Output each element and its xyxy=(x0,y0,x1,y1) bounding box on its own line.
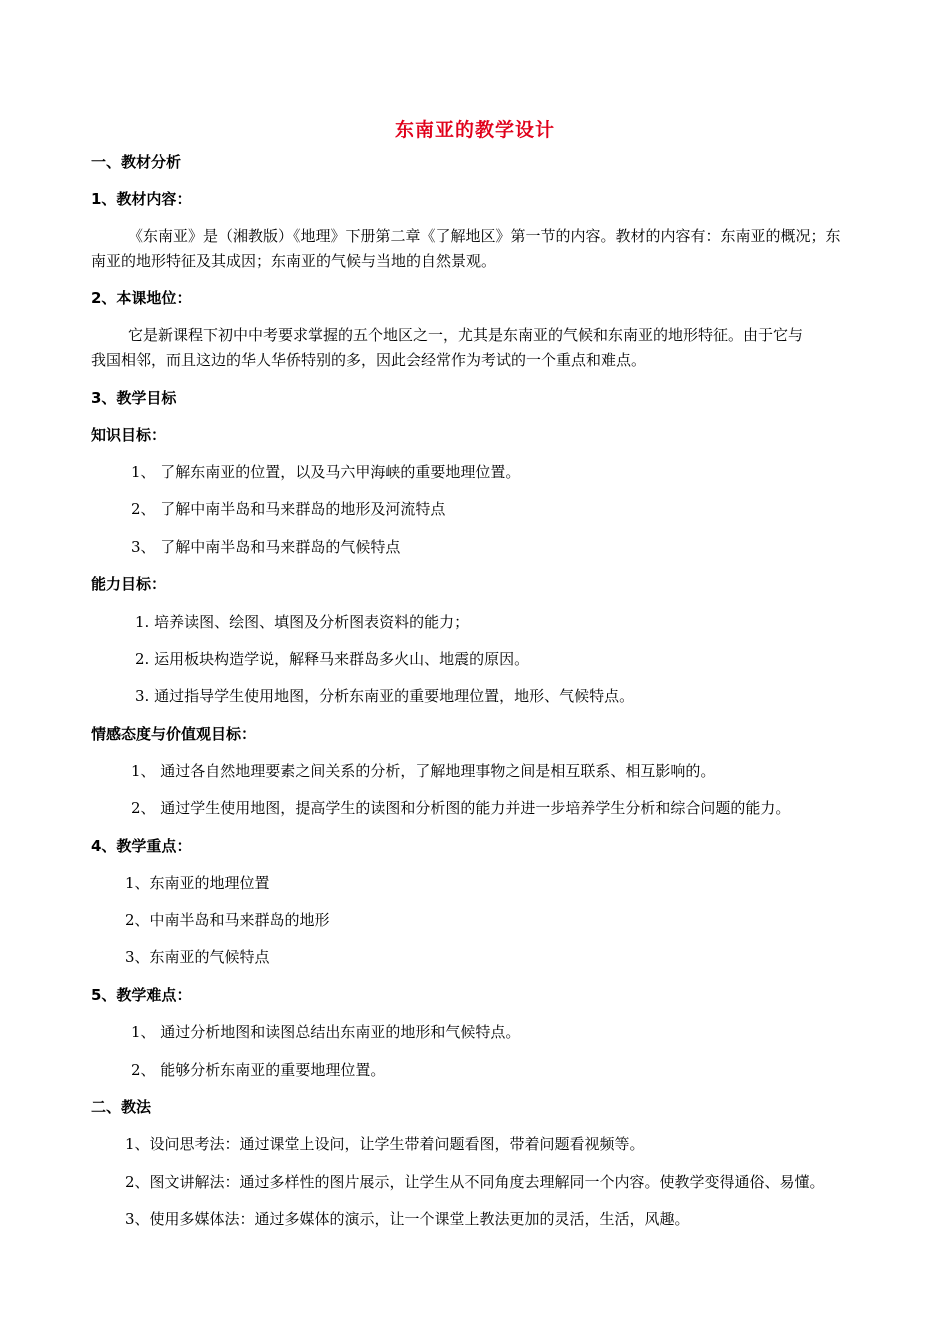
paragraph-line: 《东南亚》是（湘教版）《地理》下册第二章《了解地区》第一节的内容。教材的内容有：东南亚的概况；东 xyxy=(128,227,841,245)
ability-objectives-heading: 能力目标： xyxy=(91,575,167,593)
list-item: 2、中南半岛和马来群岛的地形 xyxy=(125,911,330,929)
list-item: 2、 了解中南半岛和马来群岛的地形及河流特点 xyxy=(131,500,446,518)
list-item: 2、 通过学生使用地图，提高学生的读图和分析图的能力并进一步培养学生分析和综合问题的能力。 xyxy=(131,799,791,817)
subheading-position: 2、本课地位： xyxy=(91,289,192,307)
paragraph-line: 我国相邻，而且这边的华人华侨特别的多，因此会经常作为考试的一个重点和难点。 xyxy=(91,351,647,369)
paragraph-line: 南亚的地形特征及其成因；东南亚的气候与当地的自然景观。 xyxy=(91,252,497,270)
list-item: 3、使用多媒体法：通过多媒体的演示，让一个课堂上教法更加的灵活，生活，风趣。 xyxy=(125,1210,690,1228)
paragraph-line: 它是新课程下初中中考要求掌握的五个地区之一，尤其是东南亚的气候和东南亚的地形特征。由于它与 xyxy=(128,326,804,344)
list-item: 2、 能够分析东南亚的重要地理位置。 xyxy=(131,1061,386,1079)
list-item: 2、图文讲解法：通过多样性的图片展示，让学生从不同角度去理解同一个内容。使教学变得通俗、易懂。 xyxy=(125,1173,825,1191)
document-title: 东南亚的教学设计 xyxy=(394,119,555,141)
subheading-content: 1、教材内容： xyxy=(91,190,192,208)
list-item: 1、 了解东南亚的位置，以及马六甲海峡的重要地理位置。 xyxy=(131,463,521,481)
list-item: 2. 运用板块构造学说，解释马来群岛多火山、地震的原因。 xyxy=(135,650,530,668)
list-item: 3、东南亚的气候特点 xyxy=(125,948,270,966)
list-item: 1、设问思考法：通过课堂上设问，让学生带着问题看图，带着问题看视频等。 xyxy=(125,1135,645,1153)
subheading-key-points: 4、教学重点： xyxy=(91,837,192,855)
knowledge-objectives-heading: 知识目标： xyxy=(91,426,167,444)
list-item: 3. 通过指导学生使用地图，分析东南亚的重要地理位置，地形、气候特点。 xyxy=(135,687,635,705)
list-item: 1. 培养读图、绘图、填图及分析图表资料的能力； xyxy=(135,613,470,631)
list-item: 1、东南亚的地理位置 xyxy=(125,874,270,892)
subheading-difficulties: 5、教学难点： xyxy=(91,986,192,1004)
emotion-objectives-heading: 情感态度与价值观目标： xyxy=(91,725,257,743)
list-item: 1、 通过各自然地理要素之间关系的分析，了解地理事物之间是相互联系、相互影响的。 xyxy=(131,762,716,780)
subheading-objectives: 3、教学目标 xyxy=(91,389,177,407)
list-item: 3、 了解中南半岛和马来群岛的气候特点 xyxy=(131,538,401,556)
list-item: 1、 通过分析地图和读图总结出东南亚的地形和气候特点。 xyxy=(131,1023,521,1041)
section-heading-1: 一、教材分析 xyxy=(91,153,182,171)
section-heading-2: 二、教法 xyxy=(91,1098,152,1116)
